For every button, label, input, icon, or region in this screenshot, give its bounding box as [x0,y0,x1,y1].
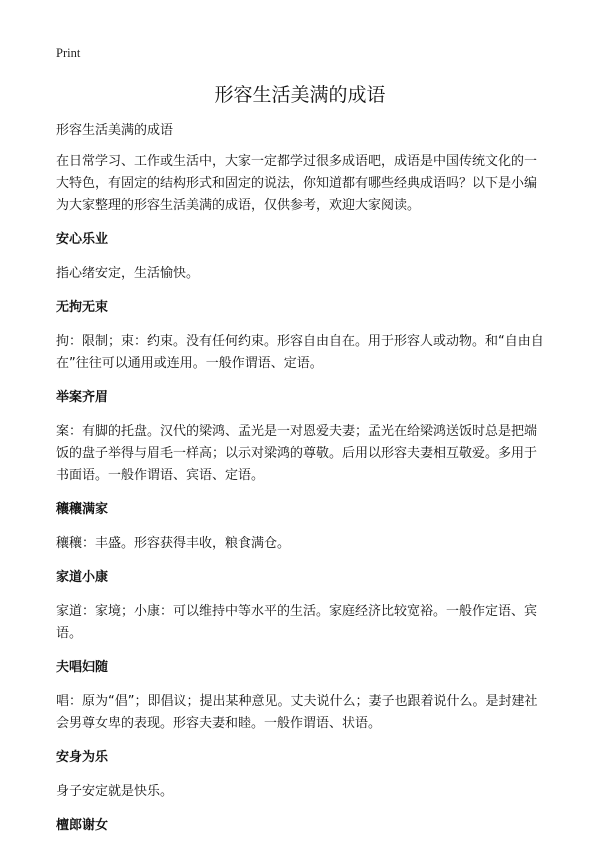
idiom-definition: 穰穰：丰盛。形容获得丰收，粮食满仓。 [56,536,291,551]
print-link[interactable]: Print [56,46,81,60]
idiom-term: 举案齐眉 [56,390,109,405]
page-title: 形容生活美满的成语 [214,84,386,106]
idiom-term: 无拘无束 [56,300,109,315]
intro-paragraph: 在日常学习、工作或生活中，大家一定都学过很多成语吧，成语是中国传统文化的一大特色，有固定的结构形式和固定的说法，你知道都有哪些经典成语吗？以下是小编为大家整理的形容生活美满的成语，仅供参考，欢迎大家阅读。 [56,154,538,213]
idiom-term: 夫唱妇随 [56,660,109,675]
idiom-term: 安心乐业 [56,232,109,247]
idiom-term: 安身为乐 [56,750,109,765]
idiom-definition: 拘：限制；束：约束。没有任何约束。形容自由自在。用于形容人或动物。和“自由自在”往往可以通用或连用。一般作谓语、定语。 [56,334,544,371]
idiom-definition: 身子安定就是快乐。 [56,784,174,799]
idiom-term: 穰穰满家 [56,502,109,517]
idiom-term: 檀郎谢女 [56,818,109,833]
article-subtitle: 形容生活美满的成语 [56,123,174,138]
article-body [56,120,548,849]
idiom-term: 家道小康 [56,570,109,585]
idiom-definition: 唱：原为“倡”；即倡议；提出某种意见。丈夫说什么；妻子也跟着说什么。是封建社会男尊女卑的表现。形容夫妻和睦。一般作谓语、状语。 [56,694,538,731]
idiom-definition: 案：有脚的托盘。汉代的梁鸿、孟光是一对恩爱夫妻；孟光在给梁鸿送饭时总是把端饭的盘子举得与眉毛一样高；以示对梁鸿的尊敬。后用以形容夫妻相互敬爱。多用于书面语。一般作谓语、宾语、定语。 [56,424,538,483]
idiom-definition: 家道：家境；小康：可以维持中等水平的生活。家庭经济比较宽裕。一般作定语、宾语。 [56,604,538,641]
idiom-definition: 指心绪安定，生活愉快。 [56,266,200,281]
